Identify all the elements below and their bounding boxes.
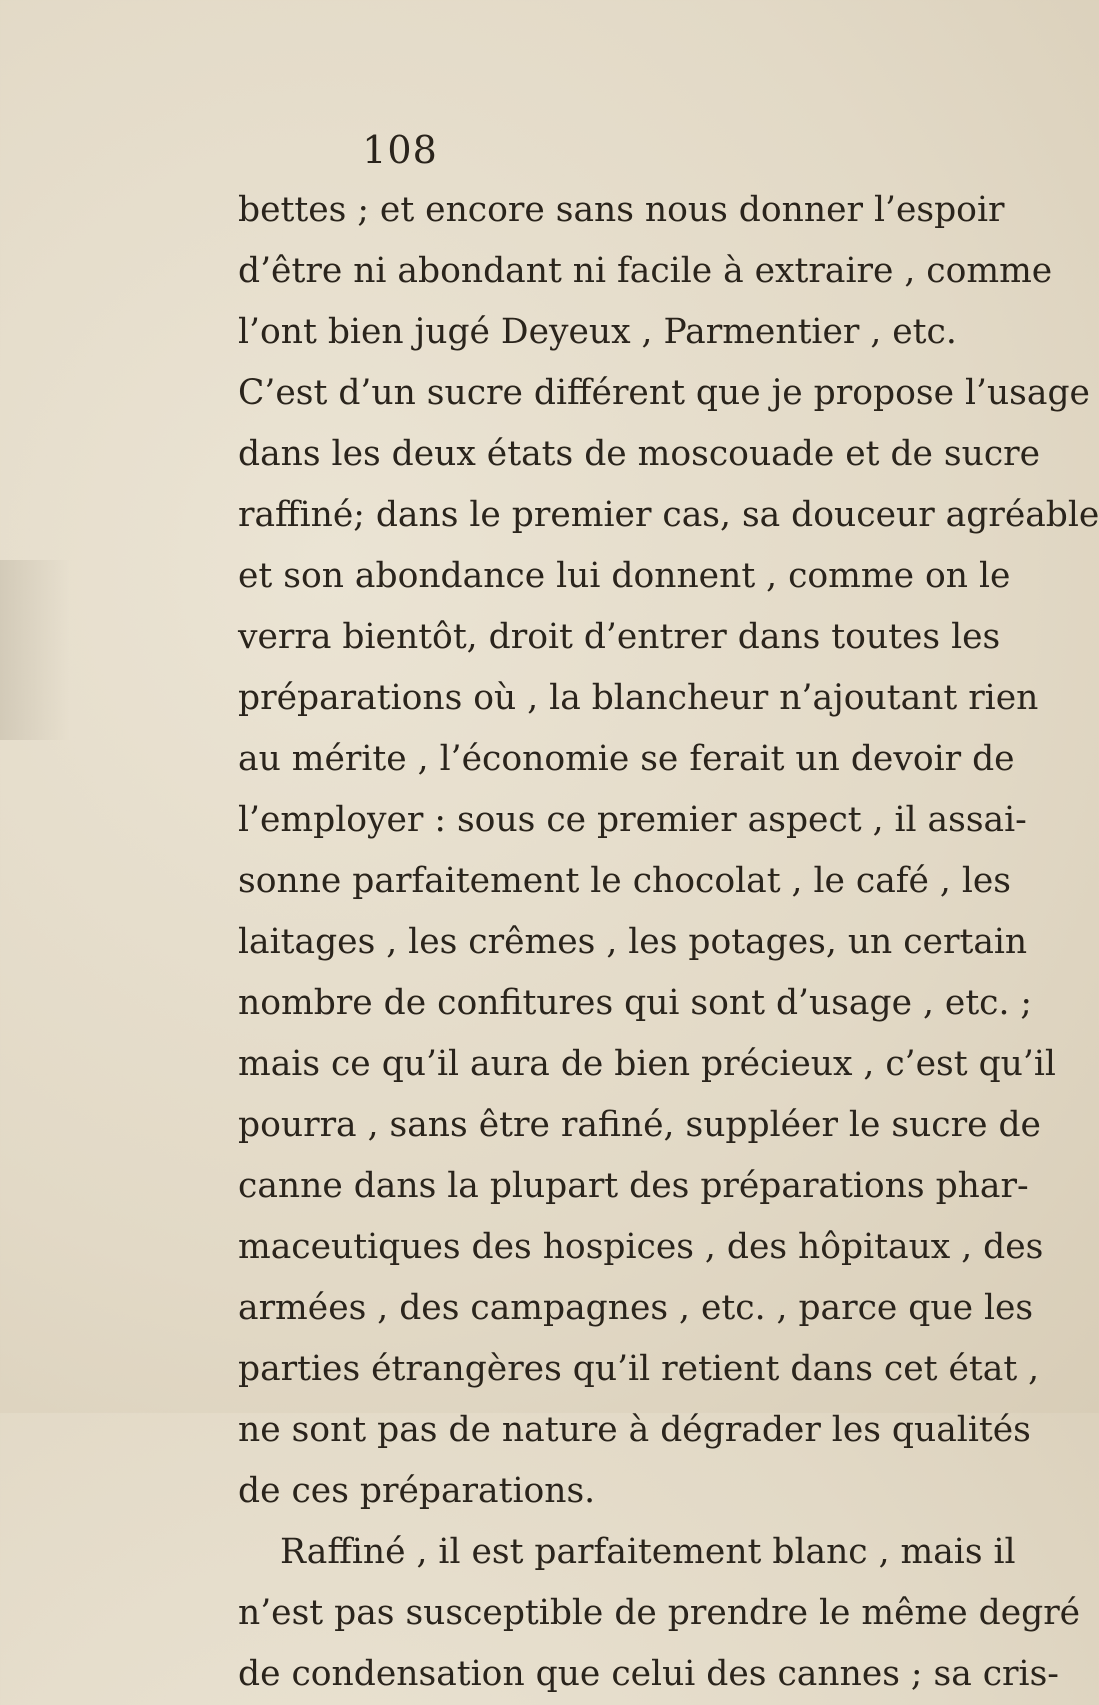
- page-number: 108: [362, 128, 438, 172]
- text-line: nombre de confitures qui sont d’usage , etc. ;: [238, 983, 1033, 1023]
- text-line: au mérite , l’économie se ferait un devoir de: [238, 739, 1015, 779]
- text-line: laitages , les crêmes , les potages, un certain: [238, 922, 1028, 962]
- text-line: l’ont bien jugé Deyeux , Parmentier , etc.: [238, 312, 957, 352]
- text-line: bettes ; et encore sans nous donner l’espoir: [238, 190, 1005, 230]
- text-line: pourra , sans être rafiné, suppléer le sucre de: [238, 1105, 1041, 1145]
- text-line: et son abondance lui donnent , comme on le: [238, 556, 1011, 596]
- text-line: raffiné; dans le premier cas, sa douceur agréable: [238, 495, 1099, 535]
- text-line: sonne parfaitement le chocolat , le café , les: [238, 861, 1012, 901]
- text-line: Raffiné , il est parfaitement blanc , mais il: [280, 1532, 1016, 1572]
- text-line: de ces préparations.: [238, 1471, 596, 1511]
- body-text: [238, 180, 1099, 1705]
- text-line: mais ce qu’il aura de bien précieux , c’est qu’il: [238, 1044, 1056, 1084]
- text-line: préparations où , la blancheur n’ajoutant rien: [238, 678, 1039, 718]
- text-line: parties étrangères qu’il retient dans cet état ,: [238, 1349, 1040, 1389]
- text-line: de condensation que celui des cannes ; sa cris-: [238, 1654, 1059, 1694]
- text-line: ne sont pas de nature à dégrader les qualités: [238, 1410, 1031, 1450]
- text-line: maceutiques des hospices , des hôpitaux , des: [238, 1227, 1044, 1267]
- text-line: l’employer : sous ce premier aspect , il assai-: [238, 800, 1027, 840]
- text-line: verra bientôt, droit d’entrer dans toutes les: [238, 617, 1001, 657]
- text-line: dans les deux états de moscouade et de sucre: [238, 434, 1041, 474]
- text-line: armées , des campagnes , etc. , parce que les: [238, 1288, 1034, 1328]
- text-line: canne dans la plupart des préparations phar-: [238, 1166, 1029, 1206]
- text-line: n’est pas susceptible de prendre le même degré: [238, 1593, 1081, 1633]
- text-line: d’être ni abondant ni facile à extraire , comme: [238, 251, 1053, 291]
- text-line: C’est d’un sucre différent que je propose l’usage: [238, 373, 1090, 413]
- page-edge-shadow: [0, 560, 70, 740]
